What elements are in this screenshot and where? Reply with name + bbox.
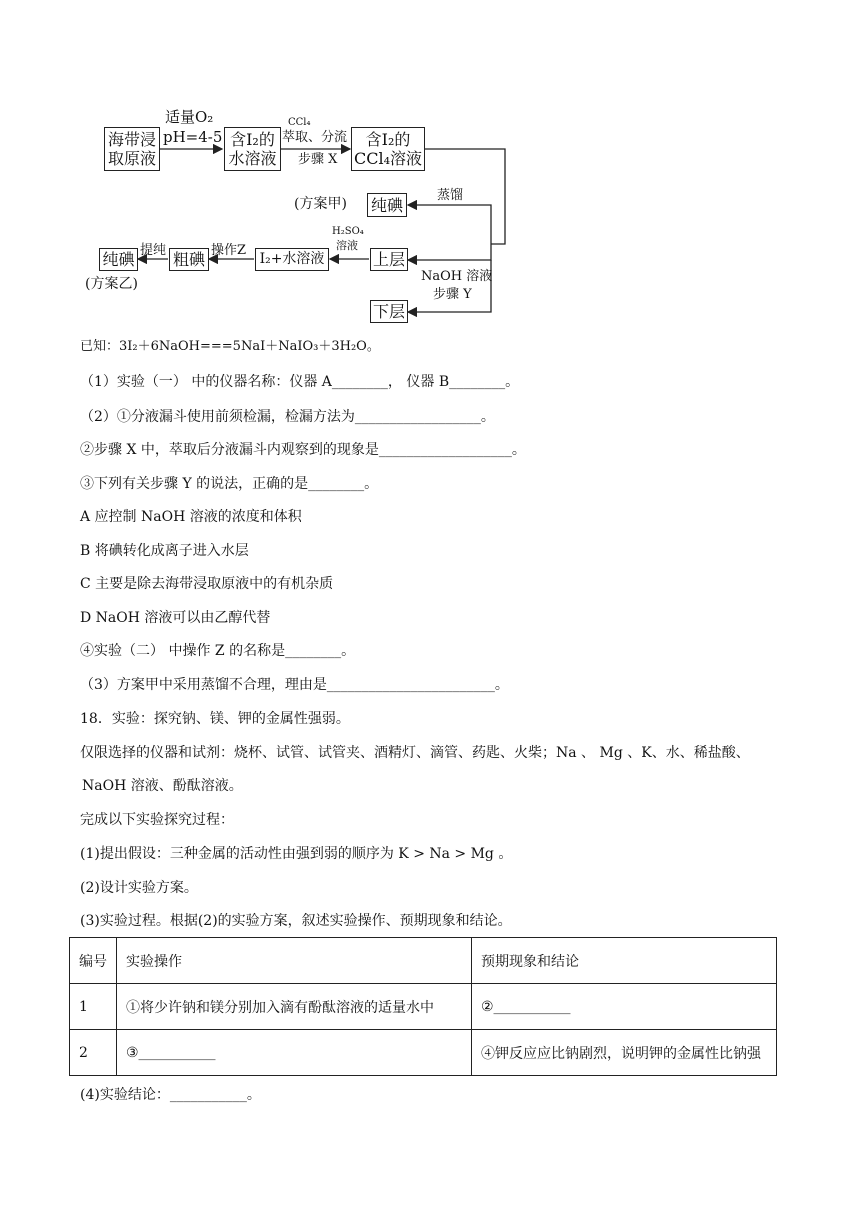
label-distill: 蒸馏	[437, 188, 464, 203]
table-header-cell: 编号	[70, 938, 117, 984]
box-pure-iodine-a: 纯碘	[367, 193, 407, 217]
label-h2so4: H₂SO₄	[332, 226, 364, 237]
label-step-x: 步骤 X	[298, 152, 338, 167]
label-naoh: NaOH 溶液	[421, 269, 493, 284]
box-iodine-ccl4: 含I₂的 CCl₄溶液	[351, 127, 425, 171]
question-18: 18．实验：探究钠、镁、钾的金属性强弱。	[80, 711, 350, 727]
box-kelp-extract: 海带浸 取原液	[104, 127, 160, 171]
table-cell: 2	[70, 1030, 117, 1076]
table-cell: ②___________	[472, 984, 777, 1030]
box-lower-layer: 下层	[370, 300, 408, 323]
question-2-1: （2）①分液漏斗使用前须检漏，检漏方法为__________________。	[80, 409, 495, 425]
complete-process: 完成以下实验探究过程：	[80, 812, 234, 828]
label-purify: 提纯	[140, 243, 167, 258]
table-header-cell: 预期现象和结论	[472, 938, 777, 984]
question-2-4: ④实验（二） 中操作 Z 的名称是________。	[80, 643, 356, 659]
step-1-hypothesis: (1)提出假设：三种金属的活动性由强到弱的顺序为 K > Na > Mg 。	[80, 846, 513, 862]
label-ph: pH=4-5	[163, 128, 223, 146]
table-cell: 1	[70, 984, 117, 1030]
step-4-conclusion: (4)实验结论：___________。	[80, 1087, 261, 1103]
table-cell: ③___________	[117, 1030, 472, 1076]
box-pure-iodine-b: 纯碘	[99, 248, 138, 271]
table-row	[70, 1030, 777, 1076]
table-header-cell: 实验操作	[117, 938, 472, 984]
experiment-table	[69, 937, 777, 1076]
box-crude-iodine: 粗碘	[169, 248, 209, 271]
table-cell: ①将少许钠和镁分别加入滴有酚酞溶液的适量水中	[117, 984, 472, 1030]
box-iodine-water: I₂+水溶液	[255, 248, 329, 271]
box-upper-layer: 上层	[370, 248, 408, 271]
option-b: B 将碘转化成离子进入水层	[80, 543, 249, 559]
box-iodine-aqueous: 含I₂的 水溶液	[224, 127, 281, 171]
label-ccl4: CCl₄	[288, 117, 311, 128]
known-equation: 已知：3I₂＋6NaOH===5NaI＋NaIO₃＋3H₂O。	[80, 339, 380, 354]
label-scheme-a: (方案甲)	[294, 196, 347, 212]
question-2-3: ③下列有关步骤 Y 的说法，正确的是________。	[80, 476, 379, 492]
reagents-line-1: 仅限选择的仪器和试剂：烧杯、试管、试管夹、酒精灯、滴管、药匙、火柴；Na 、 Mg 、K、水、稀盐酸、	[80, 745, 750, 761]
table-row	[70, 984, 777, 1030]
label-oxygen: 适量O₂	[165, 108, 214, 126]
label-scheme-b: (方案乙)	[85, 276, 138, 292]
option-c: C 主要是除去海带浸取原液中的有机杂质	[80, 576, 334, 592]
question-3: （3）方案甲中采用蒸馏不合理，理由是________________________。	[80, 677, 509, 693]
question-2-2: ②步骤 X 中，萃取后分液漏斗内观察到的现象是___________________。	[80, 442, 526, 458]
table-cell: ④钾反应应比钠剧烈，说明钾的金属性比钠强	[472, 1030, 777, 1076]
label-extract: 萃取、分流	[282, 130, 348, 145]
reagents-line-2: NaOH 溶液、酚酞溶液。	[82, 778, 243, 794]
table-header-row	[70, 938, 777, 984]
option-d: D NaOH 溶液可以由乙醇代替	[80, 610, 271, 626]
question-1: （1）实验（一） 中的仪器名称：仪器 A________， 仪器 B________。	[80, 374, 520, 390]
label-step-y: 步骤 Y	[433, 287, 472, 302]
step-2-design: (2)设计实验方案。	[80, 880, 198, 896]
option-a: A 应控制 NaOH 溶液的浓度和体积	[80, 509, 302, 525]
step-3-process: (3)实验过程。根据(2)的实验方案，叙述实验操作、预期现象和结论。	[80, 913, 512, 929]
label-solution: 溶液	[336, 239, 358, 252]
label-operation-z: 操作Z	[211, 243, 247, 258]
